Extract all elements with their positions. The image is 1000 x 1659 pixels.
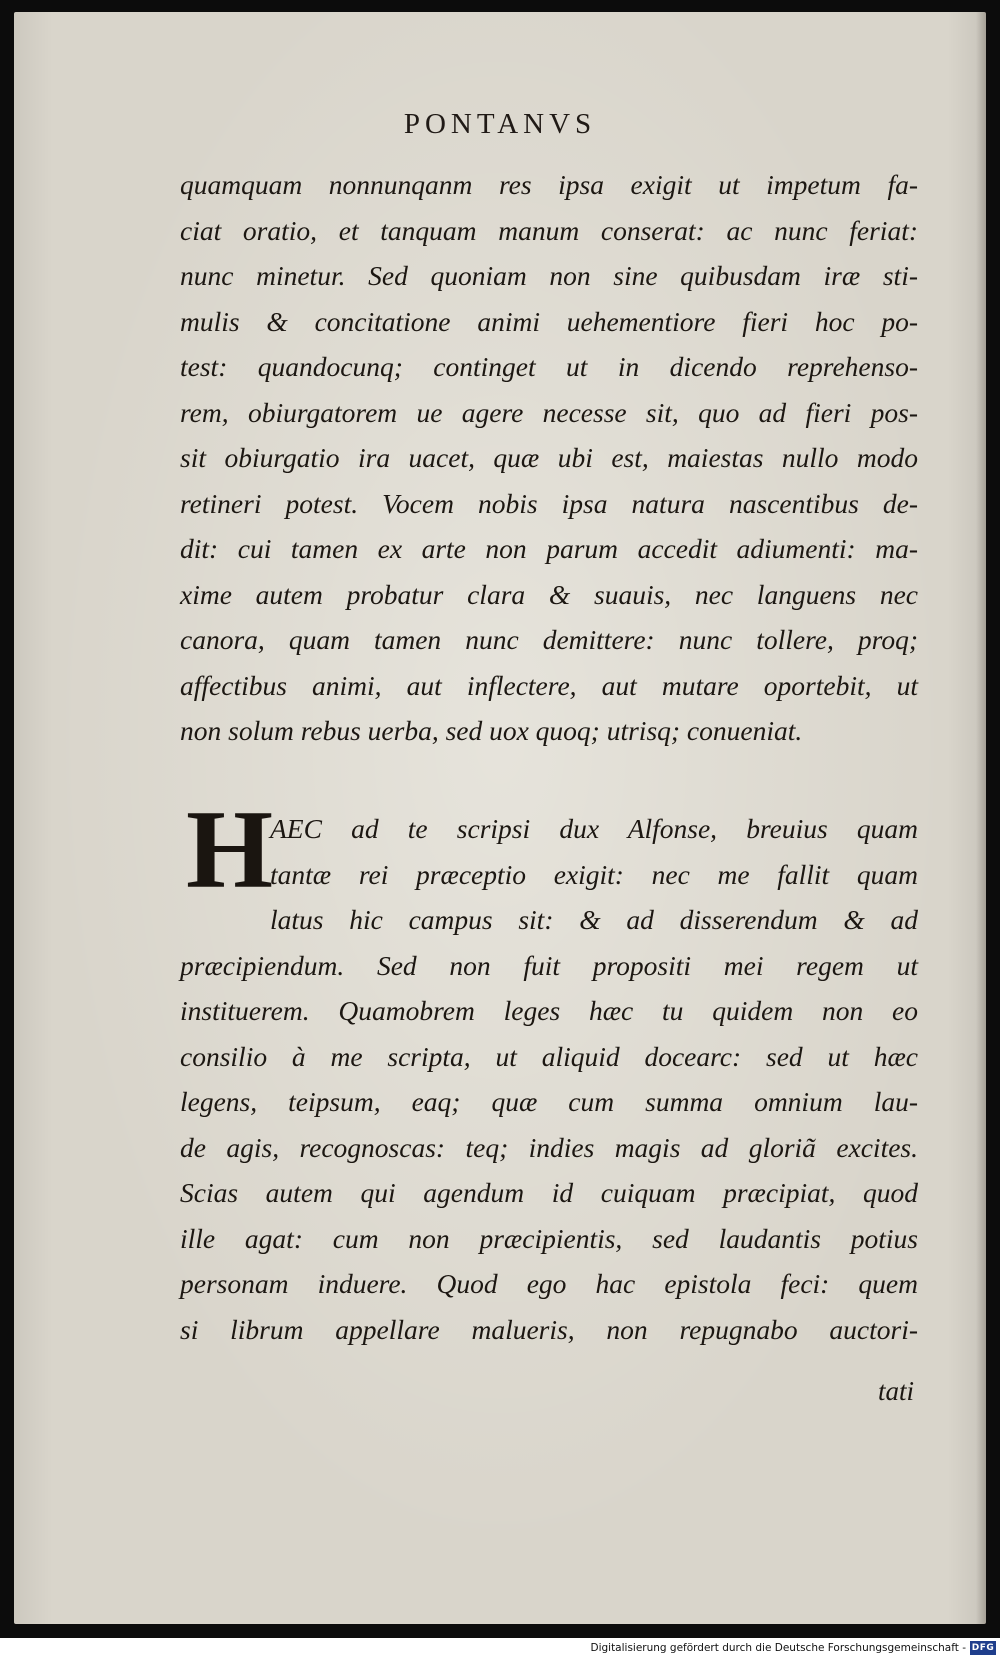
funding-credit: Digitalisierung gefördert durch die Deutsche Forschungsgemeinschaft - [590,1642,966,1654]
text-line: ille agat: cum non præcipientis, sed laudantis potius [180,1222,918,1254]
text-line: affectibus animi, aut inflectere, aut mutare oportebit, ut [180,669,918,701]
text-line: consilio à me scripta, ut aliquid docearc: sed ut hæc [180,1040,918,1072]
digitization-footer [0,1638,1000,1659]
text-line: dit: cui tamen ex arte non parum accedit adiumenti: ma- [180,533,918,564]
text-line: nunc minetur. Sed quoniam non sine quibusdam iræ sti- [180,260,918,291]
text-line: xime autem probatur clara & suauis, nec languens nec [180,578,918,610]
catchword: tati [877,1376,914,1406]
text-line: ciat oratio, et tanquam manum conserat: ac nunc feriat: [180,214,918,246]
text-line: Scias autem qui agendum id cuiquam præcipiat, quod [180,1177,918,1208]
text-line: quamquam nonnunqanm res ipsa exigit ut impetum fa- [180,169,918,200]
running-head: PONTANVS [403,108,597,140]
text-line: tantæ rei præceptio exigit: nec me fallit quam [270,858,918,890]
text-line: de agis, recognoscas: teq; indies magis ad gloriã excites. [180,1131,918,1163]
paragraph-2 [180,806,918,1352]
text-line: personam induere. Quod ego hac epistola feci: quem [180,1268,918,1299]
dfg-logo[interactable]: DFG [971,1643,995,1653]
decorated-initial: H [186,788,274,912]
text-line: mulis & concitatione animi uehementiore fieri hoc po- [180,305,918,337]
paragraph-1 [180,162,918,754]
text-line: test: quandocunq; continget ut in dicendo reprehenso- [180,351,918,382]
text-line: si librum appellare malueris, non repugnabo auctori- [180,1313,918,1345]
text-line: retineri potest. Vocem nobis ipsa natura nascentibus de- [180,487,918,519]
text-line: rem, obiurgatorem ue agere necesse sit, quo ad fieri pos- [180,396,918,428]
text-line: canora, quam tamen nunc demittere: nunc tollere, proq; [180,624,918,655]
text-line: præcipiendum. Sed non fuit propositi mei regem ut [180,949,918,981]
text-line: latus hic campus sit: & ad disserendum & ad [270,904,918,935]
text-line: sit obiurgatio ira uacet, quæ ubi est, maiestas nullo modo [180,442,918,473]
text-line: instituerem. Quamobrem leges hæc tu quidem non eo [180,995,918,1026]
page-edge-shadow [976,12,986,1624]
text-line: legens, teipsum, eaq; quæ cum summa omnium lau- [180,1086,918,1117]
text-line: non solum rebus uerba, sed uox quoq; utrisq; conueniat. [180,715,803,746]
text-line: AEC ad te scripsi dux Alfonse, breuius quam [270,813,918,844]
